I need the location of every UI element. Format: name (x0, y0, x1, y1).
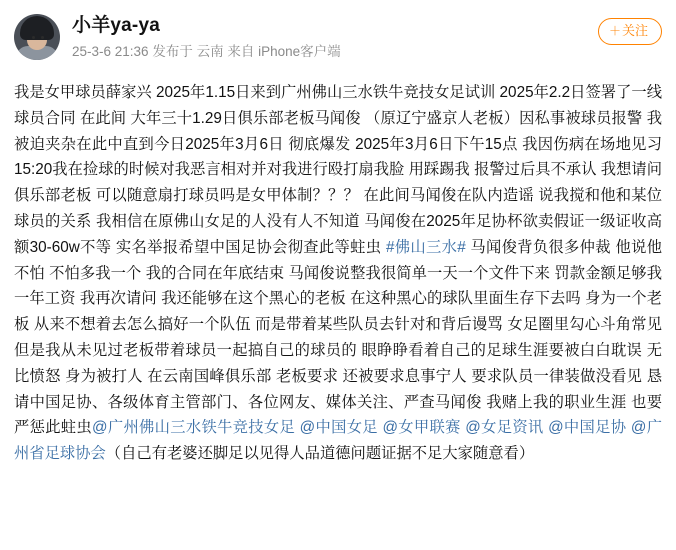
post-meta (72, 43, 341, 61)
mention-link[interactable]: @广州佛山三水铁牛竞技女足 (92, 419, 296, 437)
post-text-segment: 我是女甲球员薛家兴 2025年1.15日来到广州佛山三水铁牛竞技女足试训 2025年2.2日签署了一线球员合同 在此间 大年三十1.29日俱乐部老板马闻俊 （原辽宁盛京人老板）因私事被球员报警 我被迫夹杂在此中直到今日2025年3月6日 彻底爆发 2025年3月6日下午15点 我因伤病在场地见习 15:20我在捡球的时候对我恶言相对并对我进行殴打扇我脸 用踩踢我 报警过后具不承认 我想请问俱乐部老板 可以随意扇打球员吗是女甲体制？？？ 在此间马闻俊在队内造谣 说我搅和他和某位球员的关系 我相信在原佛山女足的人没有人不知道 马闻俊在2025年足协杯欲卖假证一级证收高额30-60w不等 实名举报希望中国足协会彻查此等蛀虫 (14, 84, 662, 256)
post-text-segment: 马闻俊背负很多仲裁 他说他不怕 不怕多我一个 我的合同在年底结束 马闻俊说整我很简单一天一个文件下来 罚款金额足够我一年工资 我再次请问 我还能够在这个黑心的老板 在这种黑心的球队里面生存下去吗 身为一个老板 从来不想着去怎么搞好一个队伍 而是带着某些队员去针对和背后谩骂 女足圈里勾心斗角常见 但是我从未见过老板带着球员一起搞自己的球员的 眼睁睁看着自己的足球生涯要被白白耽误 无比愤怒 身为被打人 在云南国峰俱乐部 老板要求 还被要求息事宁人 要求队员一律装做没看见 恳请中国足协、各级体育主管部门、各位网友、媒体关注、严查马闻俊 我赌上我的职业生涯 也要严惩此蛀虫 (14, 238, 663, 437)
publish-label: 发布于 (152, 44, 193, 59)
post-timestamp: 25-3-6 21:36 (72, 44, 149, 59)
author-name[interactable]: 小羊ya-ya (72, 15, 160, 36)
post-source: 来自 iPhone客户端 (227, 44, 341, 59)
avatar[interactable] (14, 14, 60, 60)
mention-link[interactable]: @广州省足球协会 (14, 419, 663, 463)
post-text-segment: （自己有老婆还脚足以见得人品道德问题证据不足大家随意看） (105, 445, 535, 463)
mention-link[interactable]: @女甲联赛 (377, 419, 461, 437)
post-header (14, 12, 662, 70)
mention-link[interactable]: @中国足协 (543, 419, 627, 437)
follow-button-label: 关注 (621, 23, 648, 38)
post-content (14, 80, 662, 467)
author-info (72, 12, 341, 61)
mention-link[interactable]: @女足资讯 (460, 419, 544, 437)
avatar-eye-left (32, 36, 35, 39)
mention-link[interactable]: @中国女足 (295, 419, 378, 437)
hashtag-link[interactable]: #佛山三水# (385, 238, 466, 256)
plus-icon: ＋ (608, 24, 621, 38)
avatar-hair-shape (20, 16, 54, 40)
follow-button[interactable] (598, 18, 662, 45)
post-location[interactable]: 云南 (196, 44, 224, 59)
avatar-eye-right (41, 36, 44, 39)
